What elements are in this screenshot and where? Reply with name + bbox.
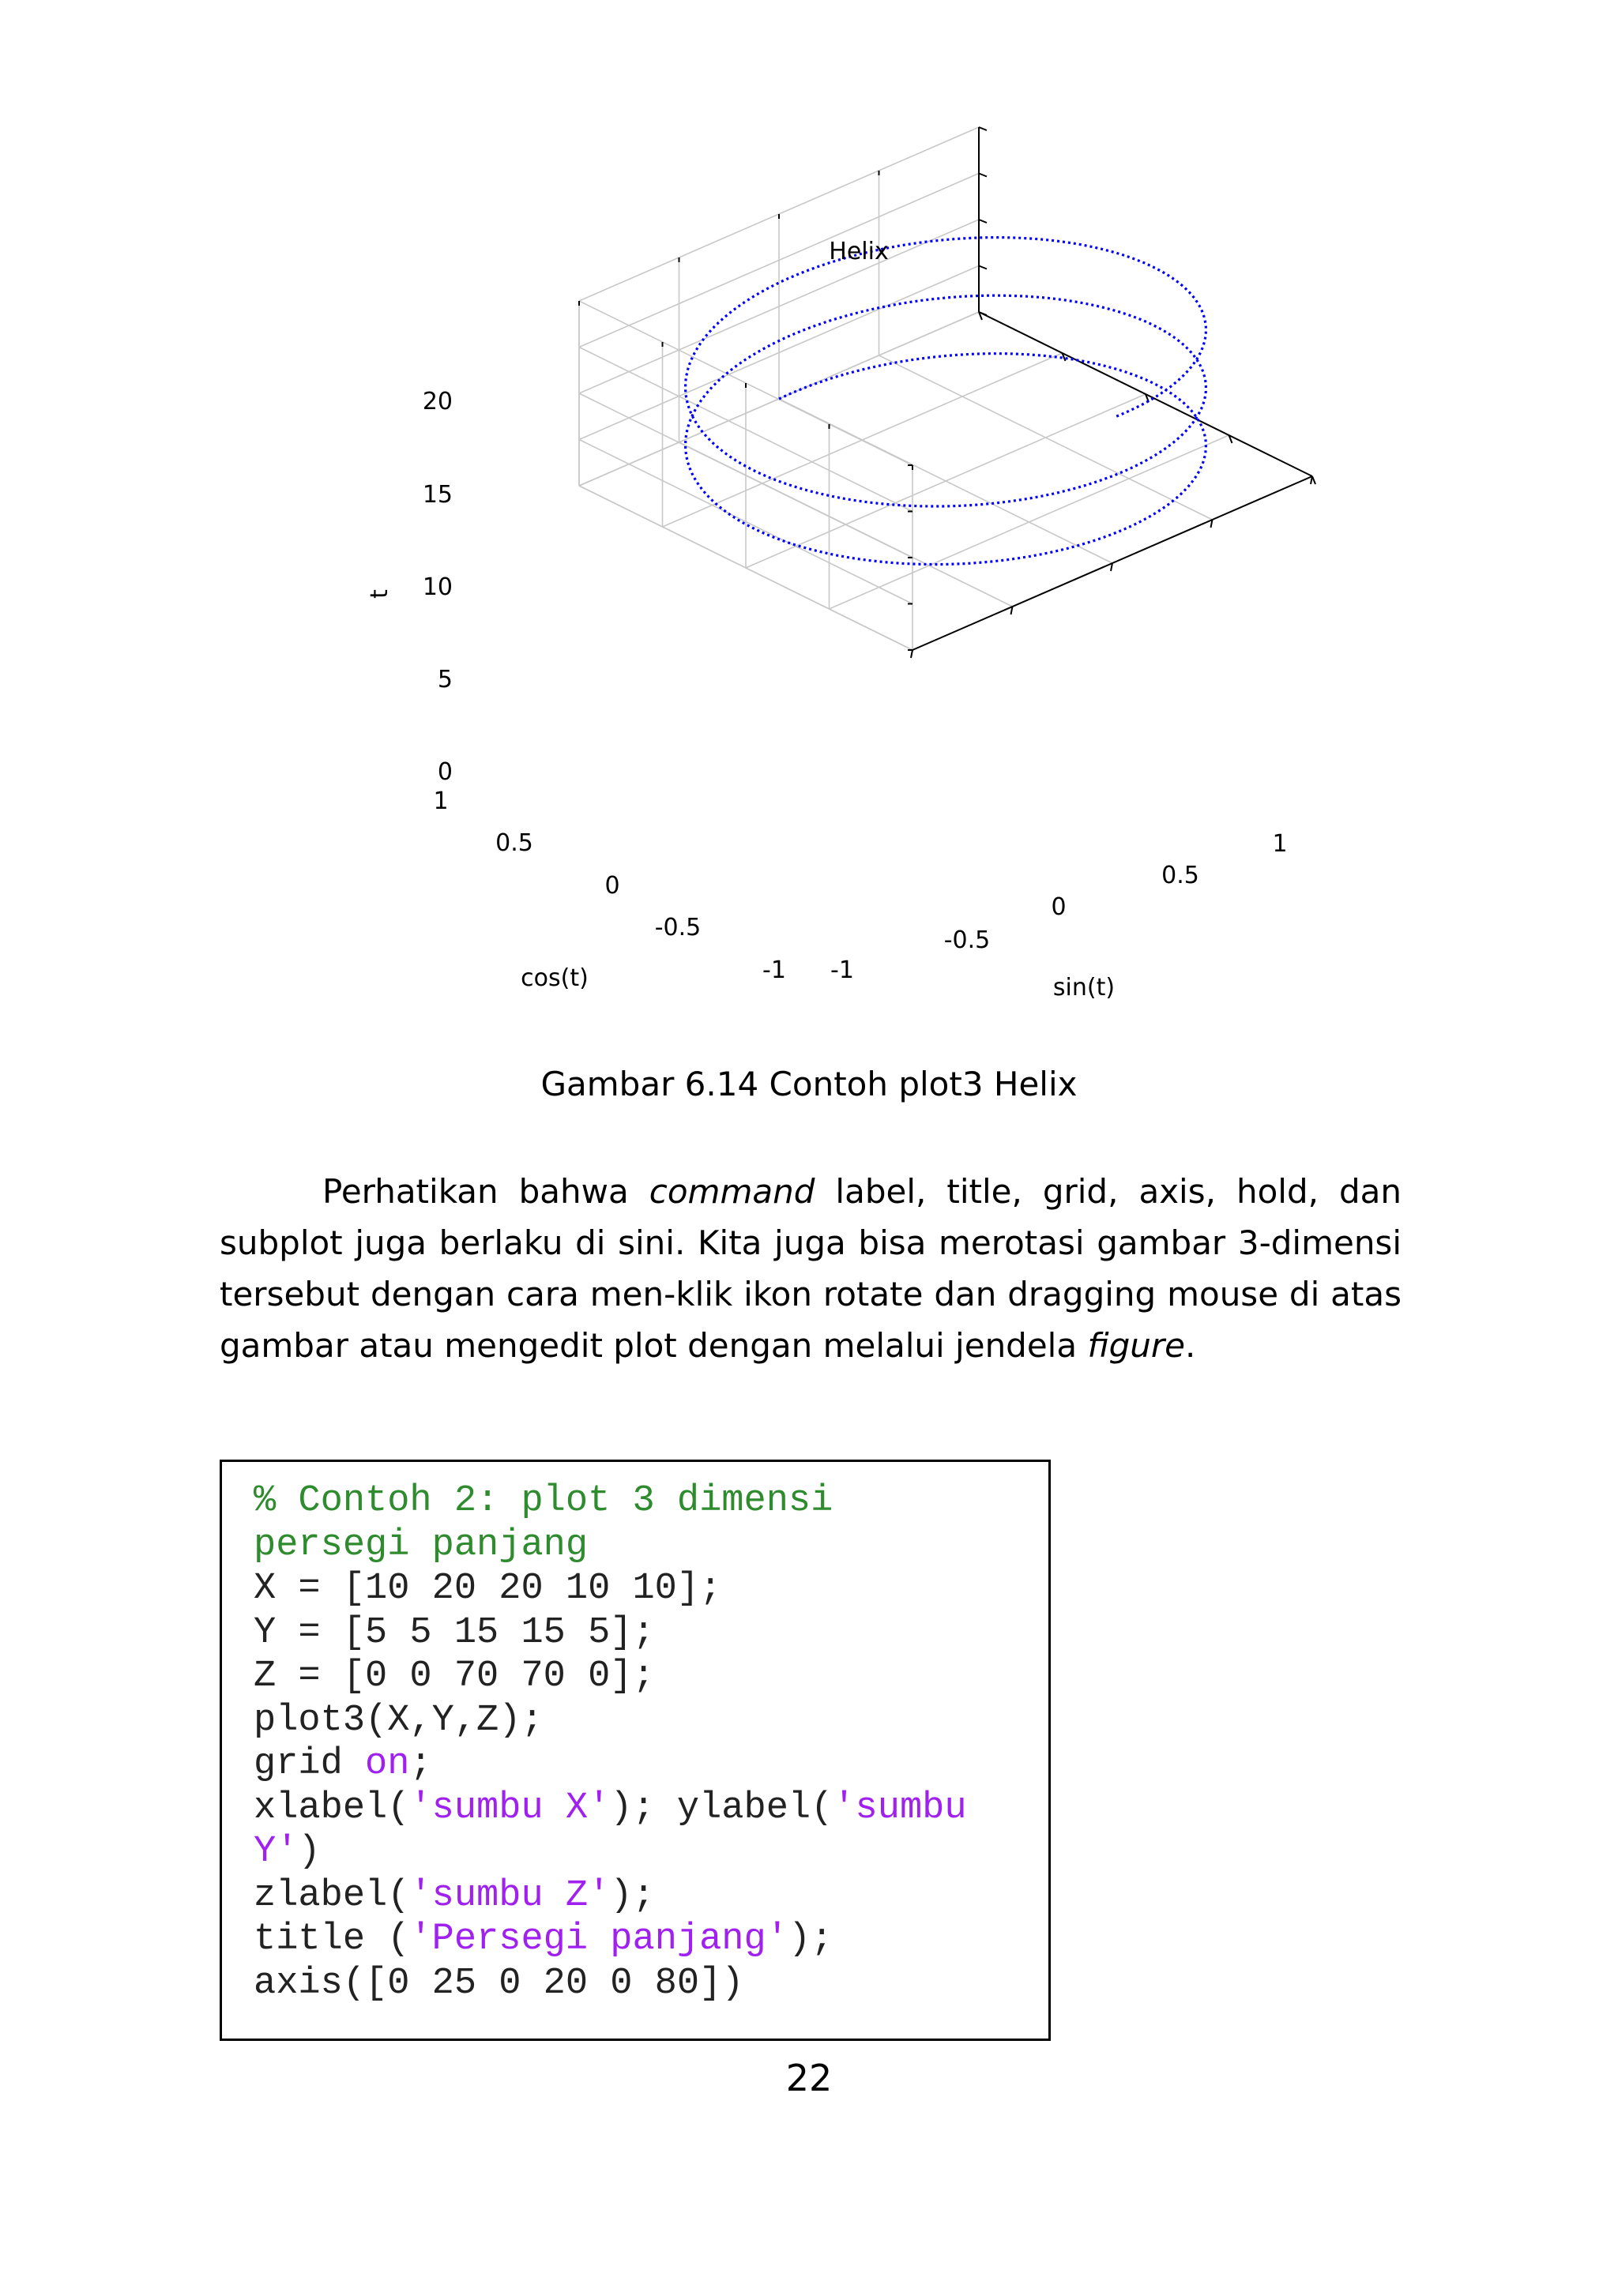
code-line: axis([0 25 0 20 0 80]) bbox=[254, 1962, 744, 2005]
y-tick-label: -0.5 bbox=[654, 914, 702, 941]
code-line: ); bbox=[788, 1918, 833, 1960]
code-line: grid bbox=[254, 1743, 366, 1785]
paragraph-text: Perhatikan bahwa bbox=[322, 1172, 649, 1211]
z-tick-label: 15 bbox=[422, 481, 453, 509]
x-tick-label: 1 bbox=[1272, 830, 1288, 858]
z-tick-label: 10 bbox=[422, 573, 453, 601]
paragraph-text: label, title, grid, axis, hold, dan subplot juga berlaku di sini. Kita juga bisa merotasi gambar 3-dimensi tersebut dengan cara men-klik ikon rotate dan dragging mouse di atas gambar atau mengedit plot dengan melalui jendela bbox=[220, 1172, 1402, 1365]
code-listing bbox=[220, 1460, 1051, 2041]
helix-curve bbox=[686, 238, 1206, 565]
grid-line bbox=[746, 394, 1146, 568]
z-tick-label: 0 bbox=[437, 758, 453, 786]
axis-box bbox=[912, 127, 1312, 650]
z-tick-label: 20 bbox=[422, 388, 453, 415]
code-line: ) bbox=[298, 1831, 321, 1873]
code-line: ; bbox=[409, 1743, 432, 1785]
y-tick-label: -1 bbox=[762, 956, 786, 984]
code-comment: % Contoh 2: plot 3 dimensi bbox=[254, 1480, 833, 1522]
code-line: xlabel( bbox=[254, 1787, 410, 1829]
code-line: zlabel( bbox=[254, 1874, 410, 1917]
z-tick bbox=[979, 127, 987, 130]
code-string: Y' bbox=[254, 1831, 299, 1873]
page-number: 22 bbox=[785, 2057, 833, 2099]
code-line: ); bbox=[610, 1874, 655, 1917]
x-tick-label: -1 bbox=[830, 956, 854, 984]
code-string: 'sumbu X' bbox=[409, 1787, 611, 1829]
paragraph-emphasis: figure bbox=[1087, 1326, 1185, 1365]
x-axis-label: sin(t) bbox=[1052, 974, 1116, 1001]
code-line: Z = [0 0 70 70 0]; bbox=[254, 1655, 655, 1697]
code-line: ); ylabel( bbox=[610, 1787, 833, 1829]
y-tick-label: 0.5 bbox=[495, 829, 533, 857]
helix-figure bbox=[0, 0, 1618, 1043]
chart-title: Helix bbox=[829, 238, 889, 265]
z-tick bbox=[979, 220, 987, 223]
y-tick-labels bbox=[433, 787, 786, 984]
y-tick-label: 0 bbox=[604, 872, 620, 900]
x-tick-label: 0.5 bbox=[1161, 862, 1199, 889]
y-axis-label: cos(t) bbox=[521, 964, 589, 992]
body-paragraph bbox=[220, 1166, 1402, 1371]
x-tick-labels bbox=[830, 830, 1288, 984]
code-line: plot3(X,Y,Z); bbox=[254, 1699, 544, 1742]
code-string: 'Persegi panjang' bbox=[409, 1918, 788, 1960]
z-axis-label: t bbox=[366, 589, 393, 599]
paragraph-emphasis: command bbox=[649, 1172, 815, 1211]
x-tick bbox=[911, 650, 912, 658]
code-line: Y = [5 5 15 15 5]; bbox=[254, 1611, 655, 1654]
grid-lines bbox=[579, 127, 1312, 650]
code-line: X = [10 20 20 10 10]; bbox=[254, 1568, 722, 1610]
paragraph-text: . bbox=[1184, 1326, 1196, 1365]
code-comment: persegi panjang bbox=[254, 1524, 589, 1566]
code-string: 'sumbu Z' bbox=[409, 1874, 611, 1917]
x-tick-label: -0.5 bbox=[943, 926, 991, 954]
code-keyword: on bbox=[365, 1743, 410, 1785]
x-tick-label: 0 bbox=[1051, 893, 1067, 921]
z-tick bbox=[979, 266, 987, 269]
z-tick-labels bbox=[423, 388, 453, 786]
y-tick-label: 1 bbox=[433, 787, 449, 815]
figure-caption: Gambar 6.14 Contoh plot3 Helix bbox=[540, 1065, 1078, 1103]
helix-series-line bbox=[686, 238, 1206, 565]
code-line: title ( bbox=[254, 1918, 410, 1960]
z-tick bbox=[979, 174, 987, 177]
code-string: 'sumbu bbox=[833, 1787, 967, 1829]
grid-line bbox=[830, 435, 1229, 609]
z-tick-label: 5 bbox=[437, 666, 453, 693]
